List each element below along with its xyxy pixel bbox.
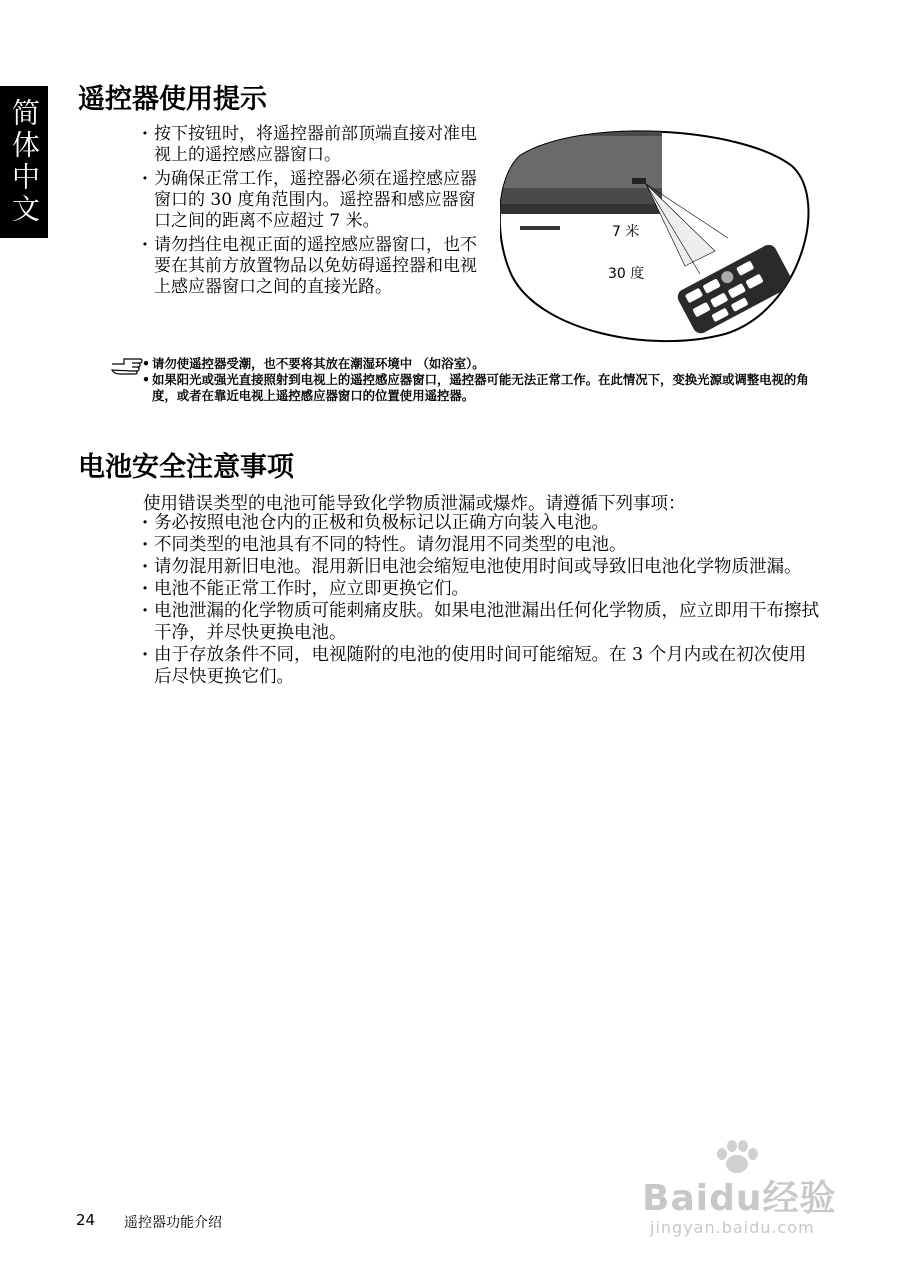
remote-illustration [500, 126, 812, 344]
list-item: · 请勿挡住电视正面的遥控感应器窗口，也不要在其前方放置物品以免妨碍遥控器和电视上感应器窗口之间的直接光路。 [142, 235, 492, 298]
list-item: · 务必按照电池仓内的正极和负极标记以正确方向装入电池。 [142, 512, 822, 534]
list-item: · 按下按钮时，将遥控器前部顶端直接对准电视上的遥控感应器窗口。 [142, 124, 492, 166]
remote-tips-list [142, 124, 492, 301]
note-item: • 如果阳光或强光直接照射到电视上的遥控感应器窗口，遥控器可能无法正常工作。在此情况下，变换光源或调整电视的角度，或者在靠近电视上遥控感应器窗口的位置使用遥控器。 [142, 372, 820, 404]
language-tab: 简体中文 [0, 86, 48, 238]
paw-icon [712, 1140, 762, 1174]
sensor-window [632, 178, 646, 184]
list-item: · 电池不能正常工作时，应立即更换它们。 [142, 578, 822, 600]
page-number: 24 [76, 1211, 96, 1229]
list-item: · 请勿混用新旧电池。混用新旧电池会缩短电池使用时间或导致旧电池化学物质泄漏。 [142, 556, 822, 578]
list-item: · 电池泄漏的化学物质可能刺痛皮肤。如果电池泄漏出任何化学物质，应立即用干布擦拭干净，并尽快更换电池。 [142, 600, 822, 644]
list-item: · 不同类型的电池具有不同的特性。请勿混用不同类型的电池。 [142, 534, 822, 556]
pointing-hand-icon [110, 356, 144, 376]
battery-safety-list [142, 512, 822, 688]
watermark: Baidu经验 jingyan.baidu.com [642, 1140, 852, 1240]
battery-intro: 使用错误类型的电池可能导致化学物质泄漏或爆炸。请遵循下列事项： [143, 494, 686, 514]
chapter-title: 遥控器功能介绍 [124, 1215, 222, 1231]
note-item: • 请勿使遥控器受潮，也不要将其放在潮湿环境中 （如浴室）。 [142, 356, 820, 372]
note-box [110, 356, 820, 404]
list-item: · 由于存放条件不同，电视随附的电池的使用时间可能缩短。在 3 个月内或在初次使用后尽快更换它们。 [142, 644, 822, 688]
angle-label: 30 度 [608, 266, 645, 282]
list-item: · 为确保正常工作，遥控器必须在遥控感应器窗口的 30 度角范围内。遥控器和感应器窗口之间的距离不应超过 7 米。 [142, 169, 492, 232]
section-title-remote-tips: 遥控器使用提示 [78, 84, 267, 115]
section-title-battery-safety: 电池安全注意事项 [78, 452, 294, 483]
distance-label: 7 米 [612, 224, 640, 240]
